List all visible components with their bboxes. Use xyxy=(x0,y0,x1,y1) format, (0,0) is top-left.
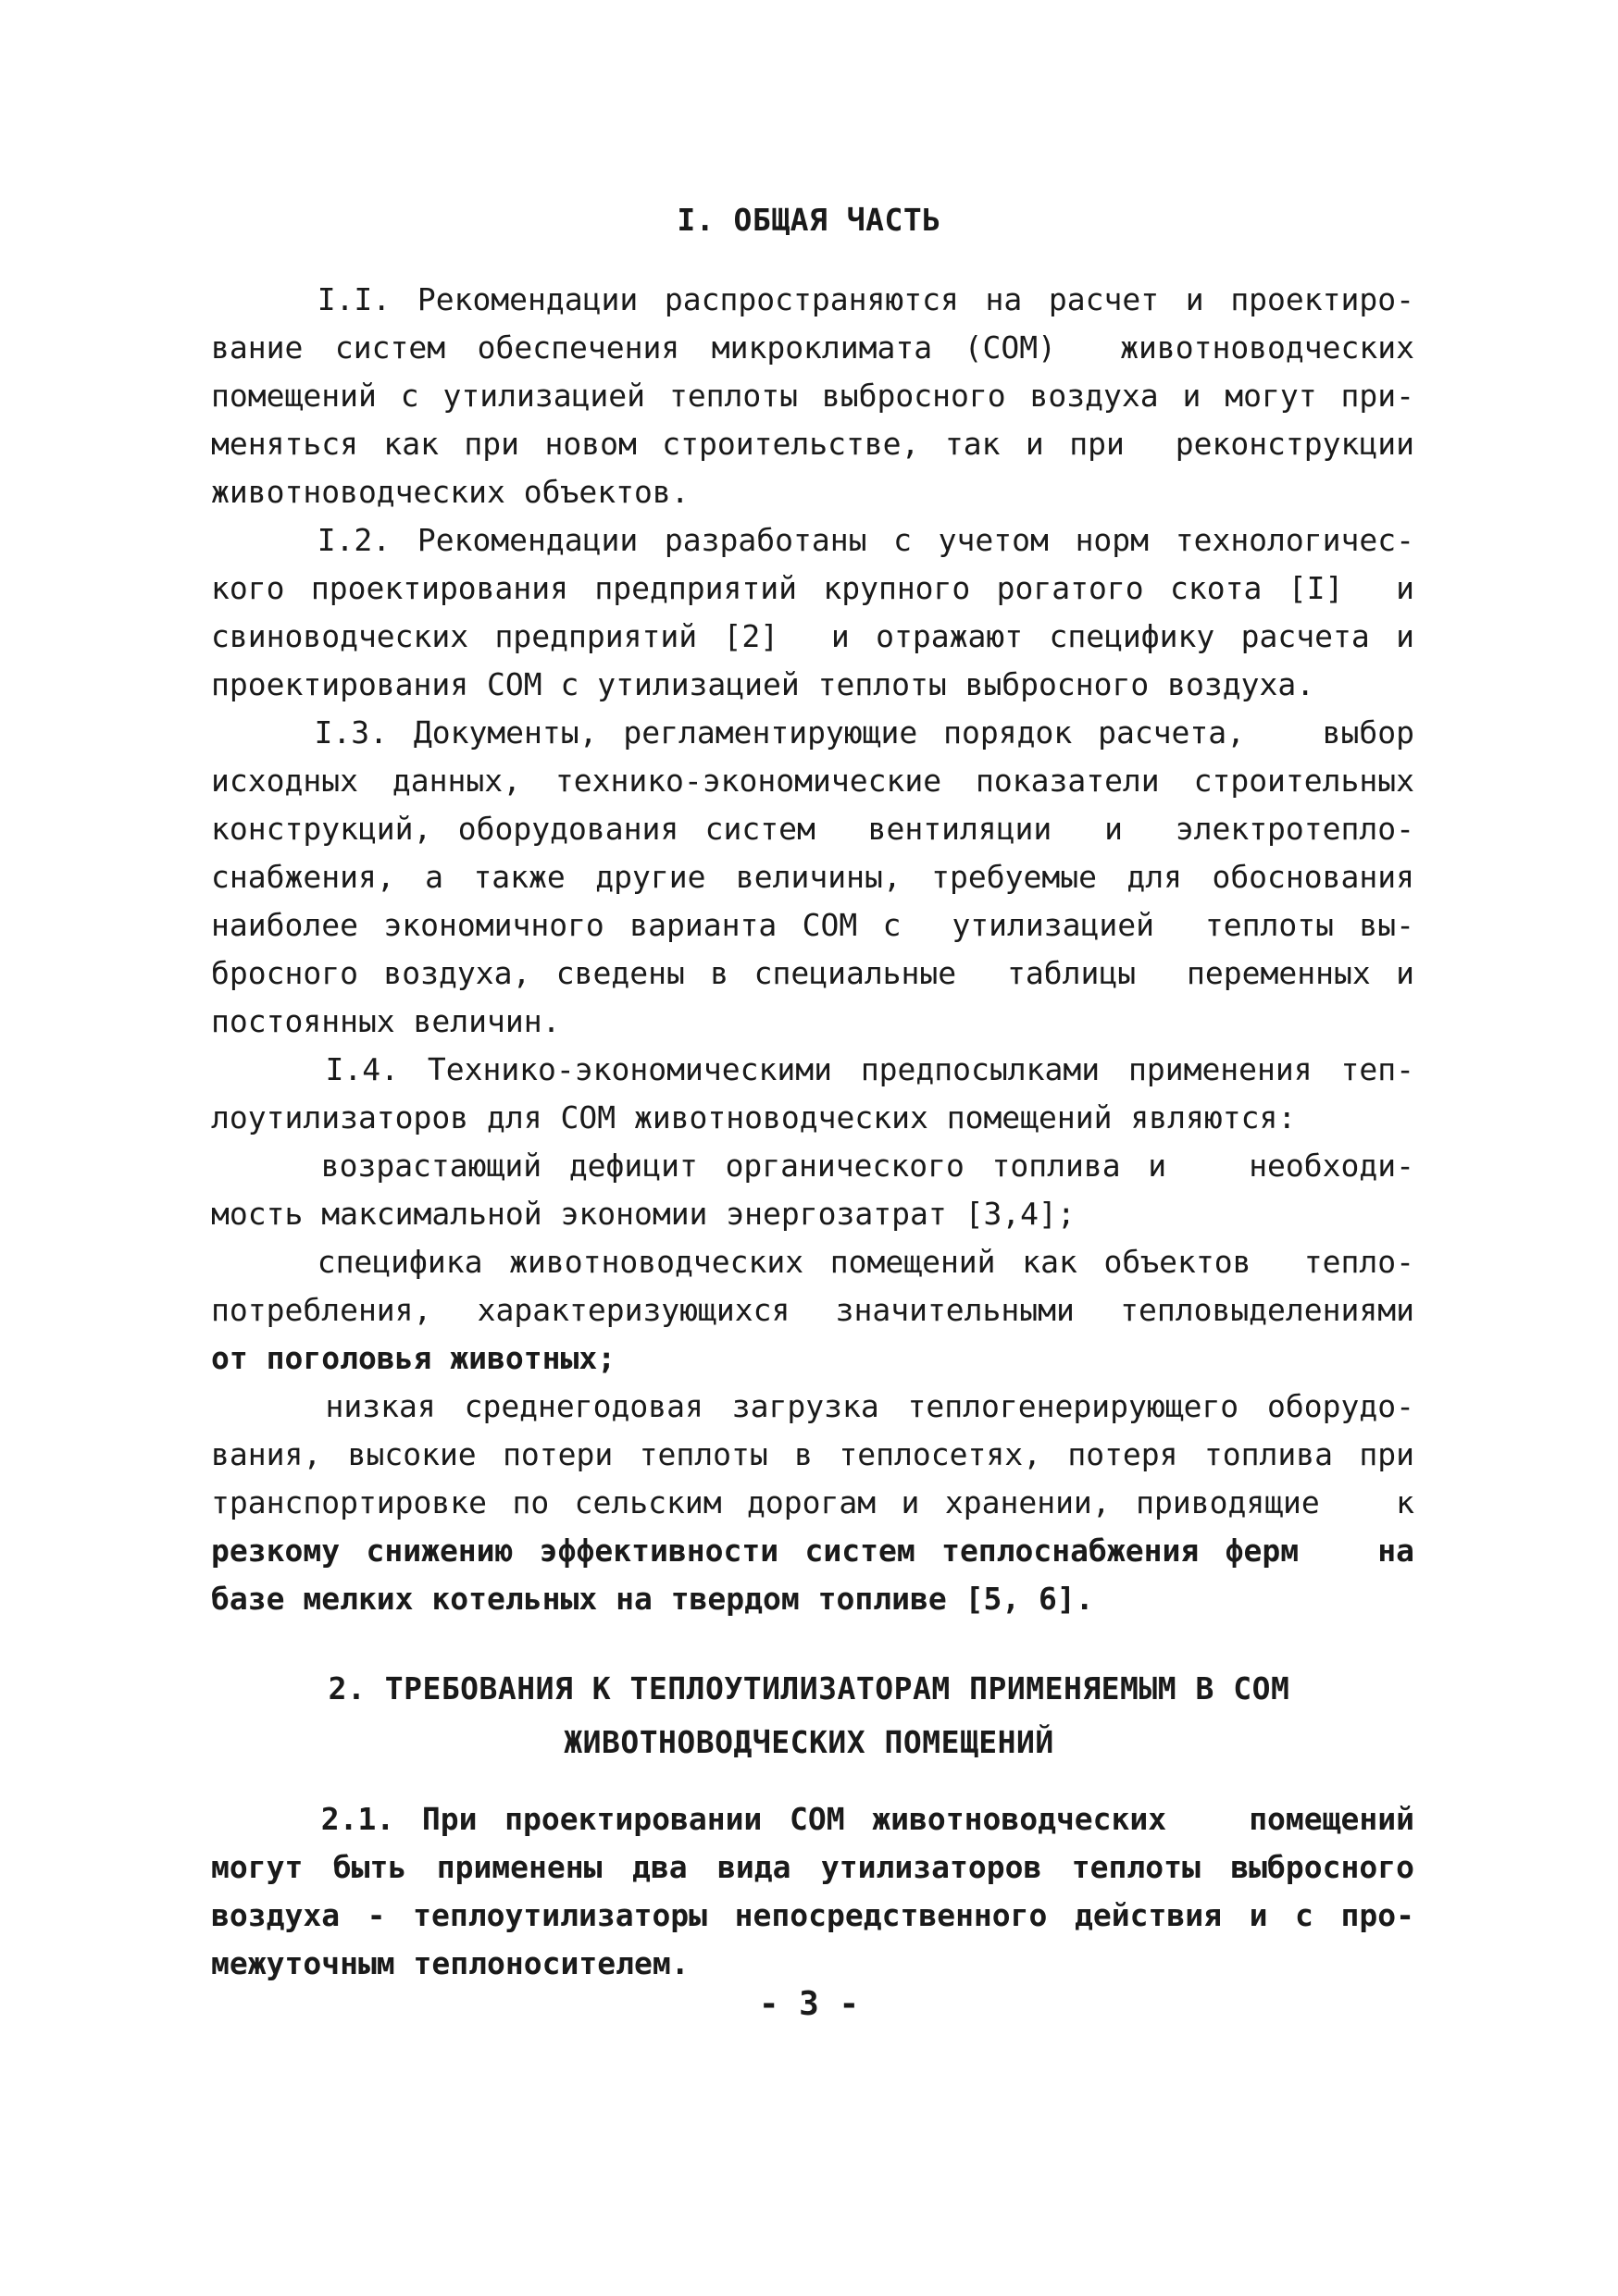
text-line: исходных данных, технико-экономические показатели строительных xyxy=(211,763,1414,799)
text-line: I.I. Рекомендации распространяются на расчет и проектиро- xyxy=(211,281,1414,317)
text-line: снабжения, а также другие величины, требуемые для обоснования xyxy=(211,859,1414,895)
text-line: I.3. Документы, регламентирующие порядок расчета, выбор xyxy=(211,714,1414,751)
text-line: вание систем обеспечения микроклимата (СОМ) животноводческих xyxy=(211,329,1414,366)
text-line: помещений с утилизацией теплоты выбросного воздуха и могут при- xyxy=(211,378,1414,414)
text-line: свиноводческих предприятий [2] и отражают специфику расчета и xyxy=(211,618,1414,654)
text-line: проектирования СОМ с утилизацией теплоты выбросного воздуха. xyxy=(211,666,1315,702)
text-line: низкая среднегодовая загрузка теплогенерирующего оборудо- xyxy=(211,1388,1414,1424)
section-1-title: I. ОБЩАЯ ЧАСТЬ xyxy=(677,202,941,238)
text-line: возрастающий дефицит органического топлива и необходи- xyxy=(211,1148,1414,1184)
text-line: транспортировке по сельским дорогам и хранении, приводящие к xyxy=(211,1484,1414,1520)
text-line: кого проектирования предприятий крупного рогатого скота [I] и xyxy=(211,570,1414,606)
section-2-body xyxy=(211,1795,1414,1988)
text-line: лоутилизаторов для СОМ животноводческих помещений являются: xyxy=(211,1099,1297,1136)
text-line: конструкций, оборудования систем вентиляции и электротепло- xyxy=(211,811,1414,847)
text-line: вания, высокие потери теплоты в теплосетях, потеря топлива при xyxy=(211,1436,1414,1472)
text-line: базе мелких котельных на твердом топливе [5, 6]. xyxy=(211,1581,1094,1617)
section-2-title-line-1: 2. ТРЕБОВАНИЯ К ТЕПЛОУТИЛИЗАТОРАМ ПРИМЕНЯЕМЫМ В СОМ xyxy=(328,1670,1290,1706)
text-line: меняться как при новом строительстве, так и при реконструкции xyxy=(211,426,1414,462)
page-number: - 3 - xyxy=(758,1985,860,2023)
text-line: I.2. Рекомендации разработаны с учетом норм технологичес- xyxy=(211,522,1414,558)
text-line: от поголовья животных; xyxy=(211,1340,616,1376)
text-line: животноводческих объектов. xyxy=(211,474,690,510)
text-line: наиболее экономичного варианта СОМ с утилизацией теплоты вы- xyxy=(211,907,1414,943)
text-line: бросного воздуха, сведены в специальные таблицы переменных и xyxy=(211,955,1414,991)
text-line: резкому снижению эффективности систем теплоснабжения ферм на xyxy=(211,1533,1414,1569)
text-line: I.4. Технико-экономическими предпосылками применения теп- xyxy=(211,1051,1414,1087)
section-1-body xyxy=(211,276,1414,1623)
text-line: могут быть применены два вида утилизаторов теплоты выбросного xyxy=(211,1849,1414,1885)
text-line: межуточным теплоносителем. xyxy=(211,1945,690,1981)
text-line: постоянных величин. xyxy=(211,1003,561,1039)
text-line: мость максимальной экономии энергозатрат [3,4]; xyxy=(211,1196,1076,1232)
text-line: 2.1. При проектировании СОМ животноводческих помещений xyxy=(211,1801,1414,1837)
section-2-title-line-2: ЖИВОТНОВОДЧЕСКИХ ПОМЕЩЕНИЙ xyxy=(564,1724,1054,1760)
text-line: специфика животноводческих помещений как объектов тепло- xyxy=(211,1244,1414,1280)
text-line: потребления, характеризующихся значительными тепловыделениями xyxy=(211,1292,1414,1328)
text-line: воздуха - теплоутилизаторы непосредственного действия и с про- xyxy=(211,1897,1414,1933)
